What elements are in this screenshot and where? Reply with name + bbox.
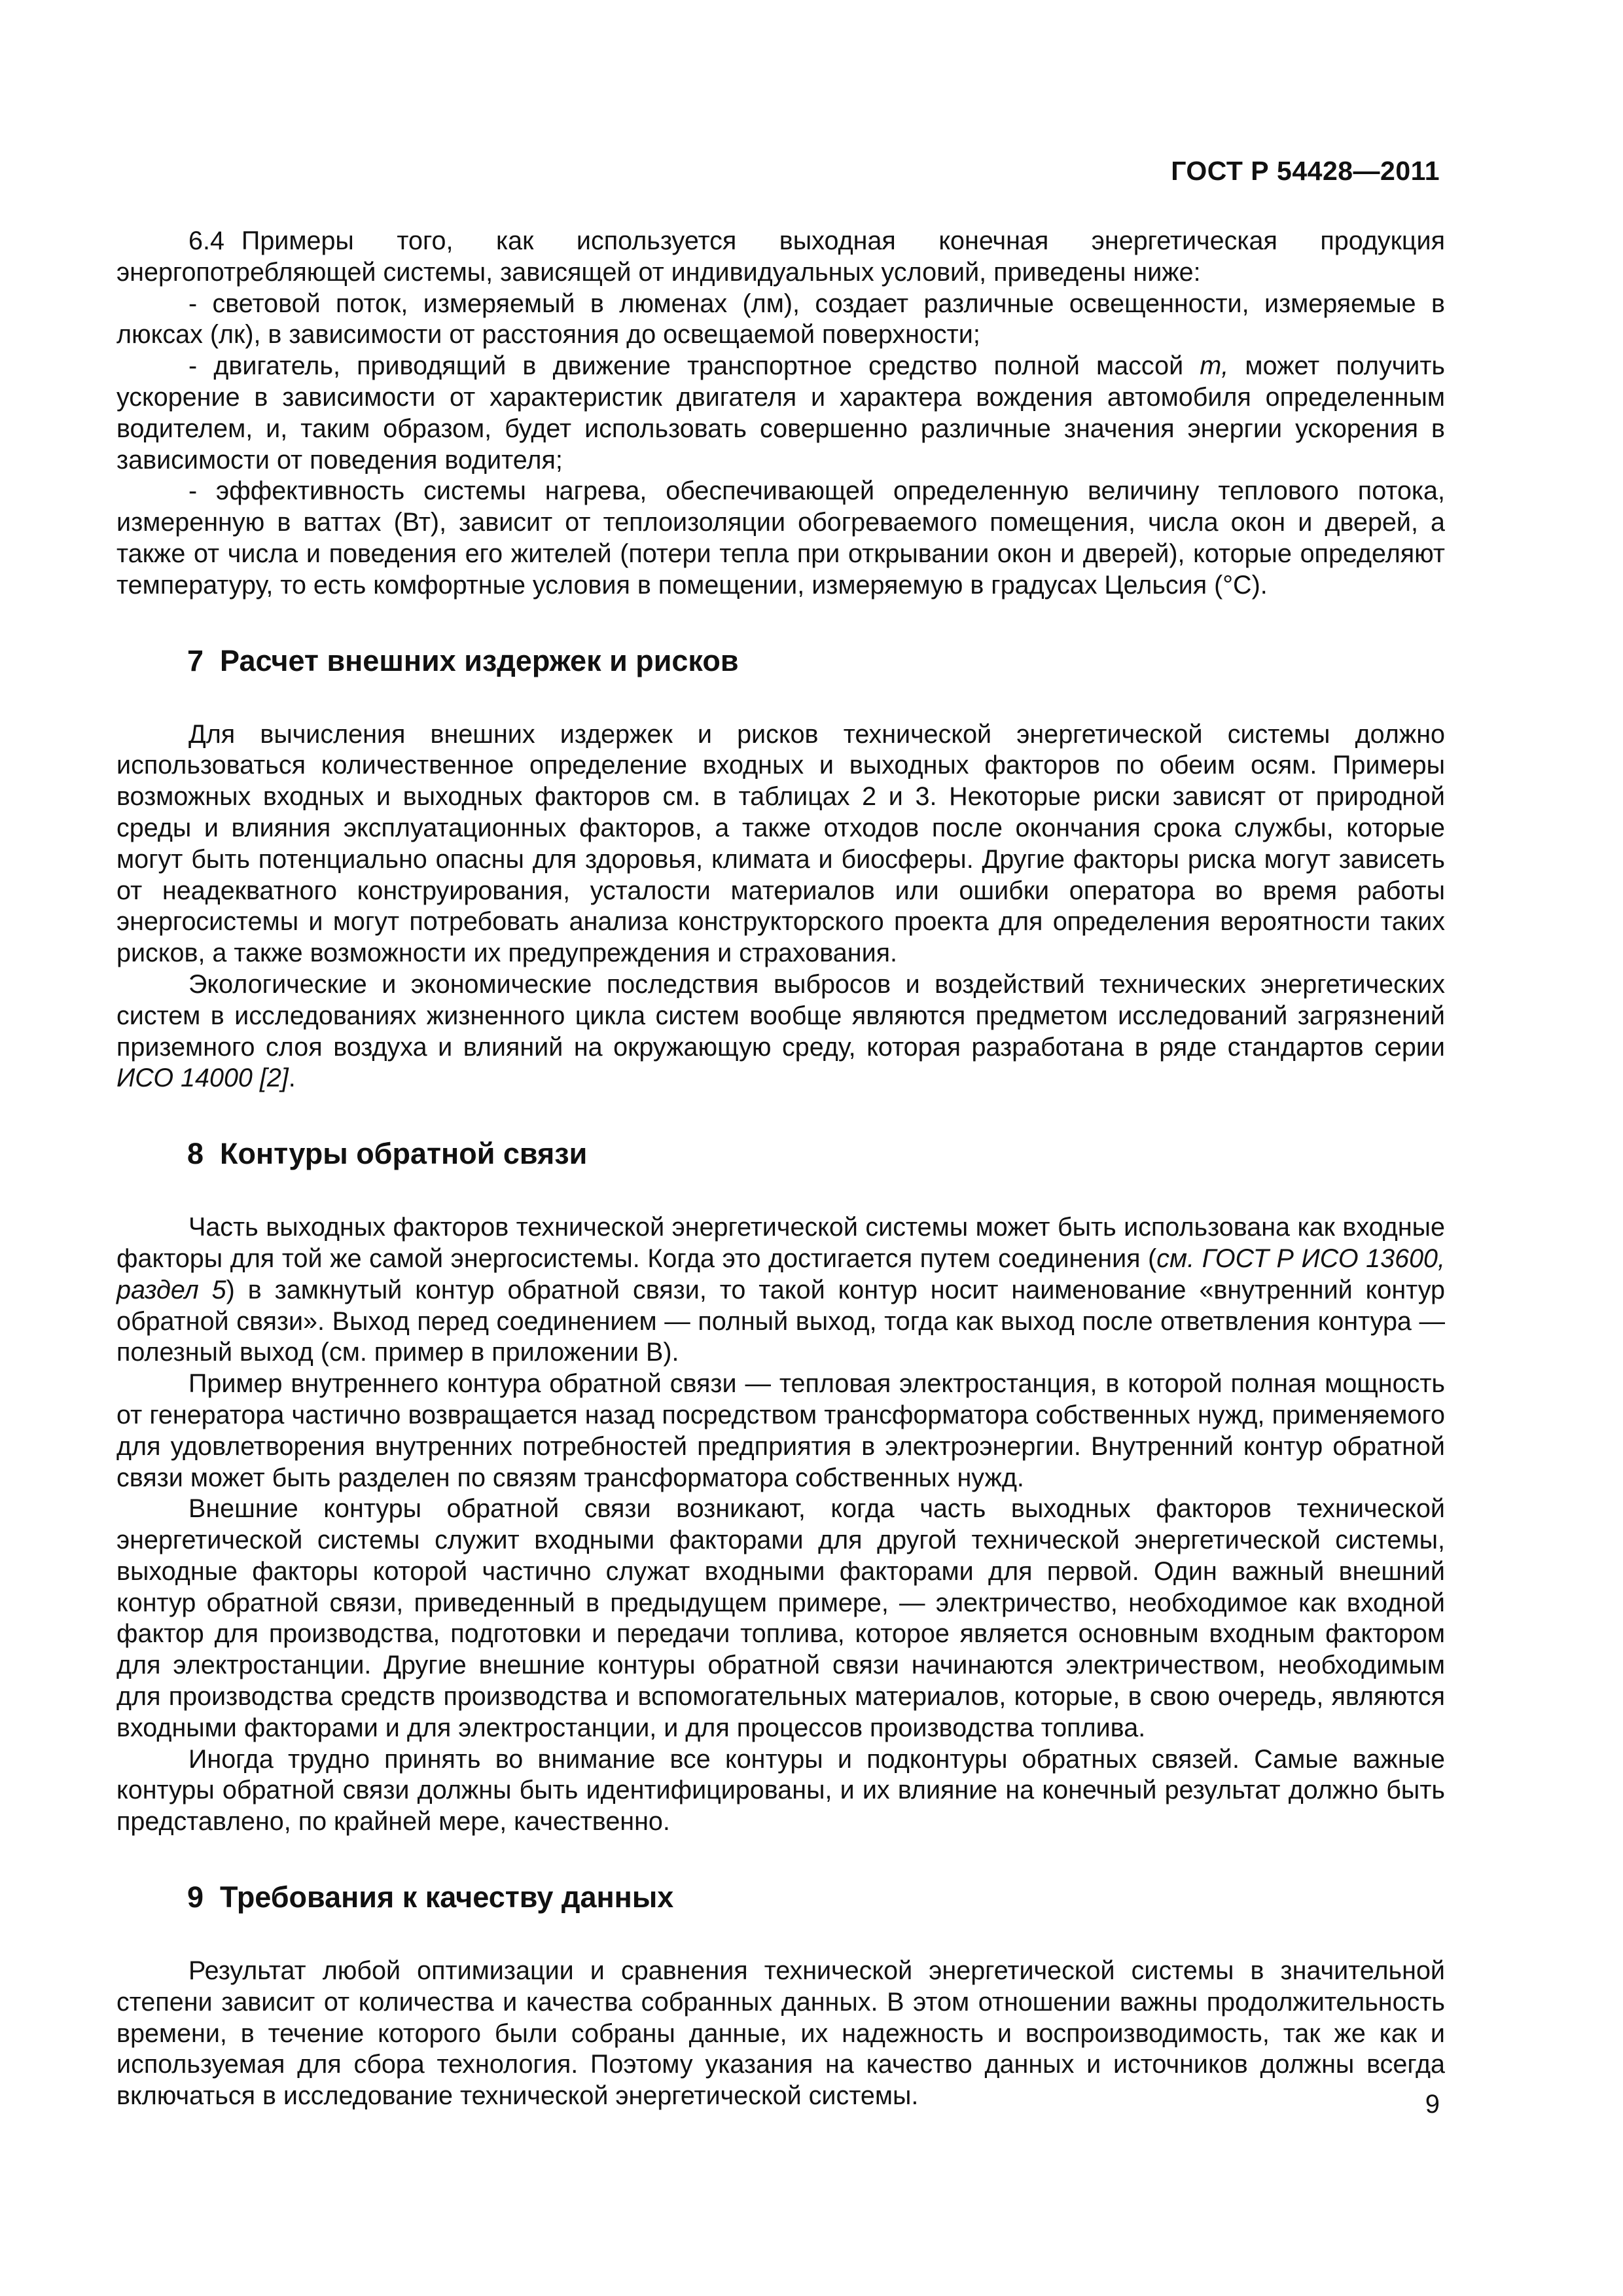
clause-number: 6.4	[188, 226, 224, 255]
clause-text: Примеры того, как используется выходная конечная энергетическая продукция энергопотребляющей системы, зависящей от индивидуальных условий, приведены ниже:	[116, 226, 1445, 287]
section-heading: 9 Требования к качеству данных	[187, 1880, 674, 1914]
list-item: - световой поток, измеряемый в люменах (лм), создает различные освещенности, измеряемые в люксах (лк), в зависимости от расстояния до освещаемой поверхности;	[116, 289, 1445, 350]
paragraph: Результат любой оптимизации и сравнения технической энергетической системы в значительной степени зависит от количества и качества собранных данных. В этом отношении важны продолжительность времени, в течение которого были собраны данные, их надежность и воспроизводимость, так же как и используемая для сбора технология. Поэтому указания на качество данных и источников должны всегда включаться в исследование технической энергетической системы.	[116, 1956, 1445, 2111]
list-item: - эффективность системы нагрева, обеспечивающей определенную величину теплового потока, измеренную в ваттах (Вт), зависит от теплоизоляции обогреваемого помещения, числа окон и дверей, а также от числа и поведения его жителей (потери тепла при открывании окон и дверей), которые определяют температуру, то есть комфортные условия в помещении, измеряемую в градусах Цельсия (°С).	[116, 476, 1445, 600]
paragraph: Внешние контуры обратной связи возникают, когда часть выходных факторов технической энергетической системы служит входными факторами для другой технической энергетической системы, выходные факторы которой частично служат входными факторами для первой. Один важный внешний контур обратной связи, приведенный в предыдущем примере, — электричество, необходимое как входной фактор для производства, подготовки и передачи топлива, которое является основным входным фактором для электростанции. Другие внешние контуры обратной связи начинаются электричеством, необходимым для производства средств производства и вспомогательных материалов, которые, в свою очередь, являются входными факторами и для электростанции, и для процессов производства топлива.	[116, 1494, 1445, 1742]
paragraph: Для вычисления внешних издержек и рисков технической энергетической системы должно использоваться количественное определение входных и выходных факторов по обеим осям. Примеры возможных входных и выходных факторов см. в таблицах 2 и 3. Некоторые риски зависят от природной среды и влияния эксплуатационных факторов, а также отходов после окончания срока службы, которые могут быть потенциально опасны для здоровья, климата и биосферы. Другие факторы риска могут зависеть от неадекватного конструирования, усталости материалов или ошибки оператора во время работы энергосистемы и могут потребовать анализа конструкторского проекта для определения вероятности таких рисков, а также возможности их предупреждения и страхования.	[116, 719, 1445, 968]
paragraph: Экологические и экономические последствия выбросов и воздействий технических энергетических систем в исследованиях жизненного цикла систем вообще являются предметом исследований загрязнений приземного слоя воздуха и влияний на окружающую среду, которая разработана в ряде стандартов серии ИСО 14000 [2].	[116, 969, 1445, 1093]
standard-reference: ИСО 14000 [2]	[116, 1064, 289, 1093]
paragraph: Пример внутреннего контура обратной связи — тепловая электростанция, в которой полная мощность от генератора частично возвращается назад посредством трансформатора собственных нужд, применяемого для удовлетворения внутренних потребностей предприятия в электроэнергии. Внутренний контур обратной связи может быть разделен по связям трансформатора собственных нужд.	[116, 1369, 1445, 1492]
page-number: 9	[1425, 2090, 1440, 2119]
standard-reference: см. ГОСТ Р ИСО 13600, раздел 5	[116, 1244, 1445, 1304]
section-heading: 7 Расчет внешних издержек и рисков	[187, 643, 739, 677]
clause-6-4-intro	[116, 226, 1445, 289]
document-id-header: ГОСТ Р 54428—2011	[1171, 156, 1440, 186]
paragraph: Часть выходных факторов технической энергетической системы может быть использована как входные факторы для той же самой энергосистемы. Когда это достигается путем соединения (см. ГОСТ Р ИСО 13600, раздел 5) в замкнутый контур обратной связи, то такой контур носит наименование «внутренний контур обратной связи». Выход перед соединением — полный выход, тогда как выход после ответвления контура — полезный выход (см. пример в приложении В).	[116, 1213, 1445, 1367]
list-item: - двигатель, приводящий в движение транспортное средство полной массой m, может получить ускорение в зависимости от характеристик двигателя и характера вождения автомобиля определенным водителем, и, таким образом, будет использовать совершенно различные значения энергии ускорения в зависимости от поведения водителя;	[116, 351, 1446, 475]
paragraph: Иногда трудно принять во внимание все контуры и подконтуры обратных связей. Самые важные контуры обратной связи должны быть идентифицированы, и их влияние на конечный результат должно быть представлено, по крайней мере, качественно.	[116, 1744, 1445, 1837]
section-heading: 8 Контуры обратной связи	[187, 1137, 588, 1171]
mass-variable: m,	[1200, 351, 1229, 381]
document-body	[116, 226, 1445, 2112]
